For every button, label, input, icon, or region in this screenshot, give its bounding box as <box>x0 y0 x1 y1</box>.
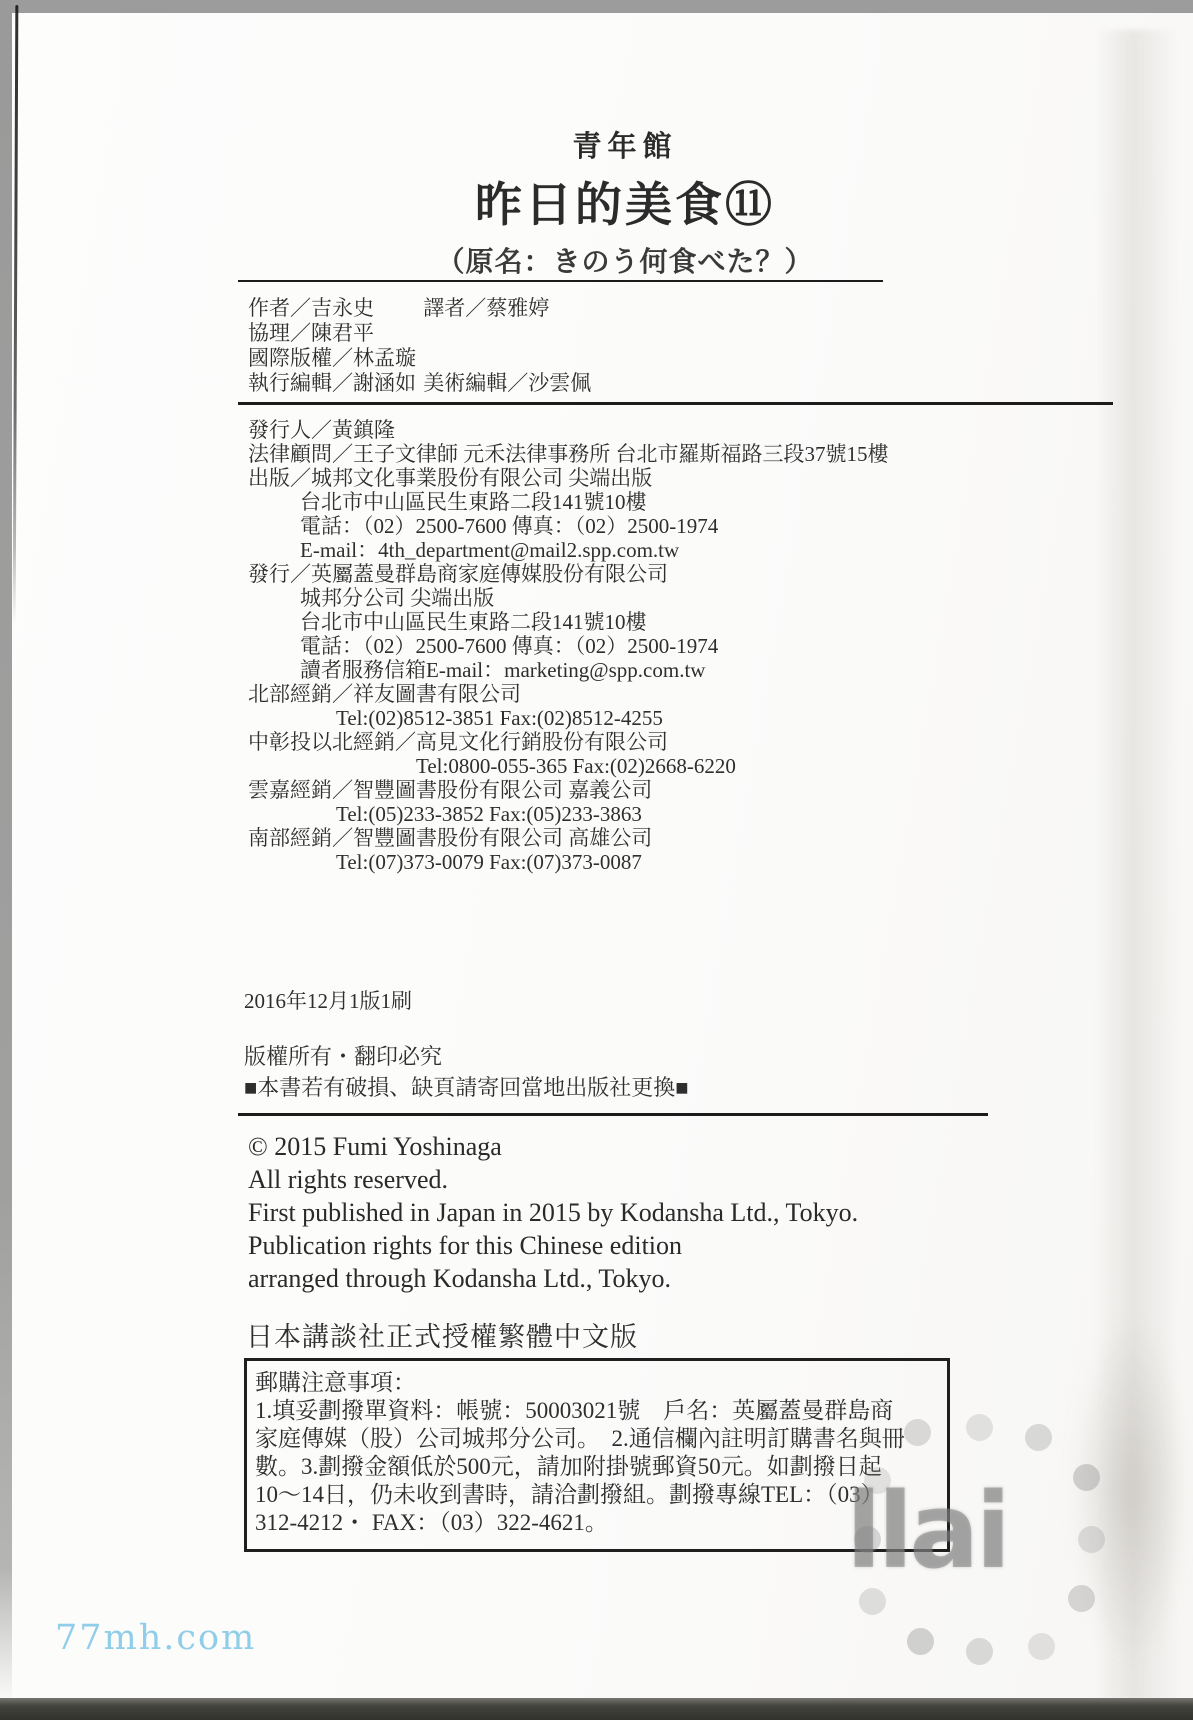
mail-order-line: 家庭傳媒（股）公司城邦分公司。 2.通信欄內註明訂購書名與冊 <box>255 1426 905 1451</box>
copyright-block <box>248 1130 858 1295</box>
rights-notice-line2: ■本書若有破損、缺頁請寄回當地出版社更換■ <box>244 1075 689 1100</box>
corner-blotch <box>1050 1260 1193 1720</box>
watermark-dot <box>859 1588 886 1615</box>
mail-order-line: 郵購注意事項： <box>255 1370 416 1395</box>
watermark-logo-text: llai <box>846 1470 1008 1592</box>
watermark-dot <box>966 1414 993 1441</box>
page-spine-shadow <box>13 5 19 625</box>
mail-order-line: 數。3.劃撥金額低於500元，請加附掛號郵資50元。如劃撥日起 <box>255 1454 882 1479</box>
publication-line: E-mail：4th_department@mail2.spp.com.tw <box>300 538 680 562</box>
publication-line: 電話：（02）2500-7600 傳真：（02）2500-1974 <box>300 634 719 658</box>
publication-line: 出版／城邦文化事業股份有限公司 尖端出版 <box>248 466 653 490</box>
scan-edge-top <box>0 0 1193 13</box>
divider-line <box>238 280 883 282</box>
publication-line: 發行人／黃鎮隆 <box>248 418 395 442</box>
scan-edge-left <box>0 0 12 1705</box>
copyright-line: arranged through Kodansha Ltd., Tokyo. <box>248 1264 671 1293</box>
mail-order-line: 312-4212・ FAX：（03）322-4621。 <box>255 1510 608 1535</box>
credits-block <box>248 296 948 396</box>
publication-line: 中彰投以北經銷／高見文化行銷股份有限公司 <box>248 730 668 754</box>
book-title: 昨日的美食⑪ <box>475 178 775 233</box>
credit-left: 作者／吉永史 <box>248 296 374 320</box>
credits-row <box>248 321 948 346</box>
publication-line: 城邦分公司 尖端出版 <box>300 586 495 610</box>
watermark-dot <box>1025 1424 1052 1451</box>
copyright-line: © 2015 Fumi Yoshinaga <box>248 1132 502 1161</box>
publication-line: 台北市中山區民生東路二段141號10樓 <box>300 610 647 634</box>
book-original-title: （原名：きのう何食べた？） <box>436 245 814 278</box>
watermark-dot <box>966 1638 993 1665</box>
credit-left: 執行編輯／謝涵如 <box>248 371 416 395</box>
publication-line: Tel:0800-055-365 Fax:(02)2668-6220 <box>416 754 736 778</box>
site-watermark: 77mh.com <box>55 1618 257 1658</box>
publication-info-block <box>248 418 1128 874</box>
publication-line: Tel:(05)233-3852 Fax:(05)233-3863 <box>336 802 642 826</box>
publication-line: Tel:(07)373-0079 Fax:(07)373-0087 <box>336 850 642 874</box>
credit-right: 譯者／蔡雅婷 <box>423 296 550 320</box>
publication-line: 雲嘉經銷／智豐圖書股份有限公司 嘉義公司 <box>248 778 653 802</box>
copyright-line: Publication rights for this Chinese edition <box>248 1231 683 1260</box>
divider-line <box>238 402 1113 405</box>
credit-left: 協理／陳君平 <box>248 321 374 345</box>
mail-order-line: 10～14日，仍未收到書時，請洽劃撥組。劃撥專線TEL：（03） <box>255 1482 884 1507</box>
copyright-line: First published in Japan in 2015 by Kodansha Ltd., Tokyo. <box>248 1198 859 1227</box>
scan-edge-bottom <box>0 1698 1193 1720</box>
publication-line: 電話：（02）2500-7600 傳真：（02）2500-1974 <box>300 514 719 538</box>
credits-row <box>248 296 948 321</box>
credit-left: 國際版權／林孟璇 <box>248 346 416 370</box>
mail-order-line: 1.填妥劃撥單資料：帳號：50003021號 戶名：英屬蓋曼群島商 <box>255 1398 894 1423</box>
rights-notice <box>244 1041 689 1103</box>
rights-notice-line1: 版權所有・翻印必究 <box>244 1044 443 1069</box>
mail-order-box <box>244 1358 950 1552</box>
copyright-line: All rights reserved. <box>248 1165 449 1194</box>
publication-line: 讀者服務信箱E-mail：marketing@spp.com.tw <box>300 658 706 682</box>
credits-row <box>248 346 948 371</box>
watermark-dot <box>907 1628 934 1655</box>
publication-line: 台北市中山區民生東路二段141號10樓 <box>300 490 647 514</box>
credits-row <box>248 371 948 396</box>
publication-line: 法律顧問／王子文律師 元禾法律事務所 台北市羅斯福路三段37號15樓 <box>248 442 889 466</box>
credit-right: 美術編輯／沙雲佩 <box>423 371 592 395</box>
divider-line <box>238 1113 988 1116</box>
edition-date: 2016年12月1版1刷 <box>244 989 412 1013</box>
publication-line: Tel:(02)8512-3851 Fax:(02)8512-4255 <box>336 706 663 730</box>
title-block <box>245 124 1005 280</box>
publication-line: 南部經銷／智豐圖書股份有限公司 高雄公司 <box>248 826 653 850</box>
publication-line: 北部經銷／祥友圖書有限公司 <box>248 682 521 706</box>
publication-line: 發行／英屬蓋曼群島商家庭傳媒股份有限公司 <box>248 562 668 586</box>
authorization-line: 日本講談社正式授權繁體中文版 <box>246 1322 638 1352</box>
book-imprint: 青年館 <box>572 129 678 163</box>
